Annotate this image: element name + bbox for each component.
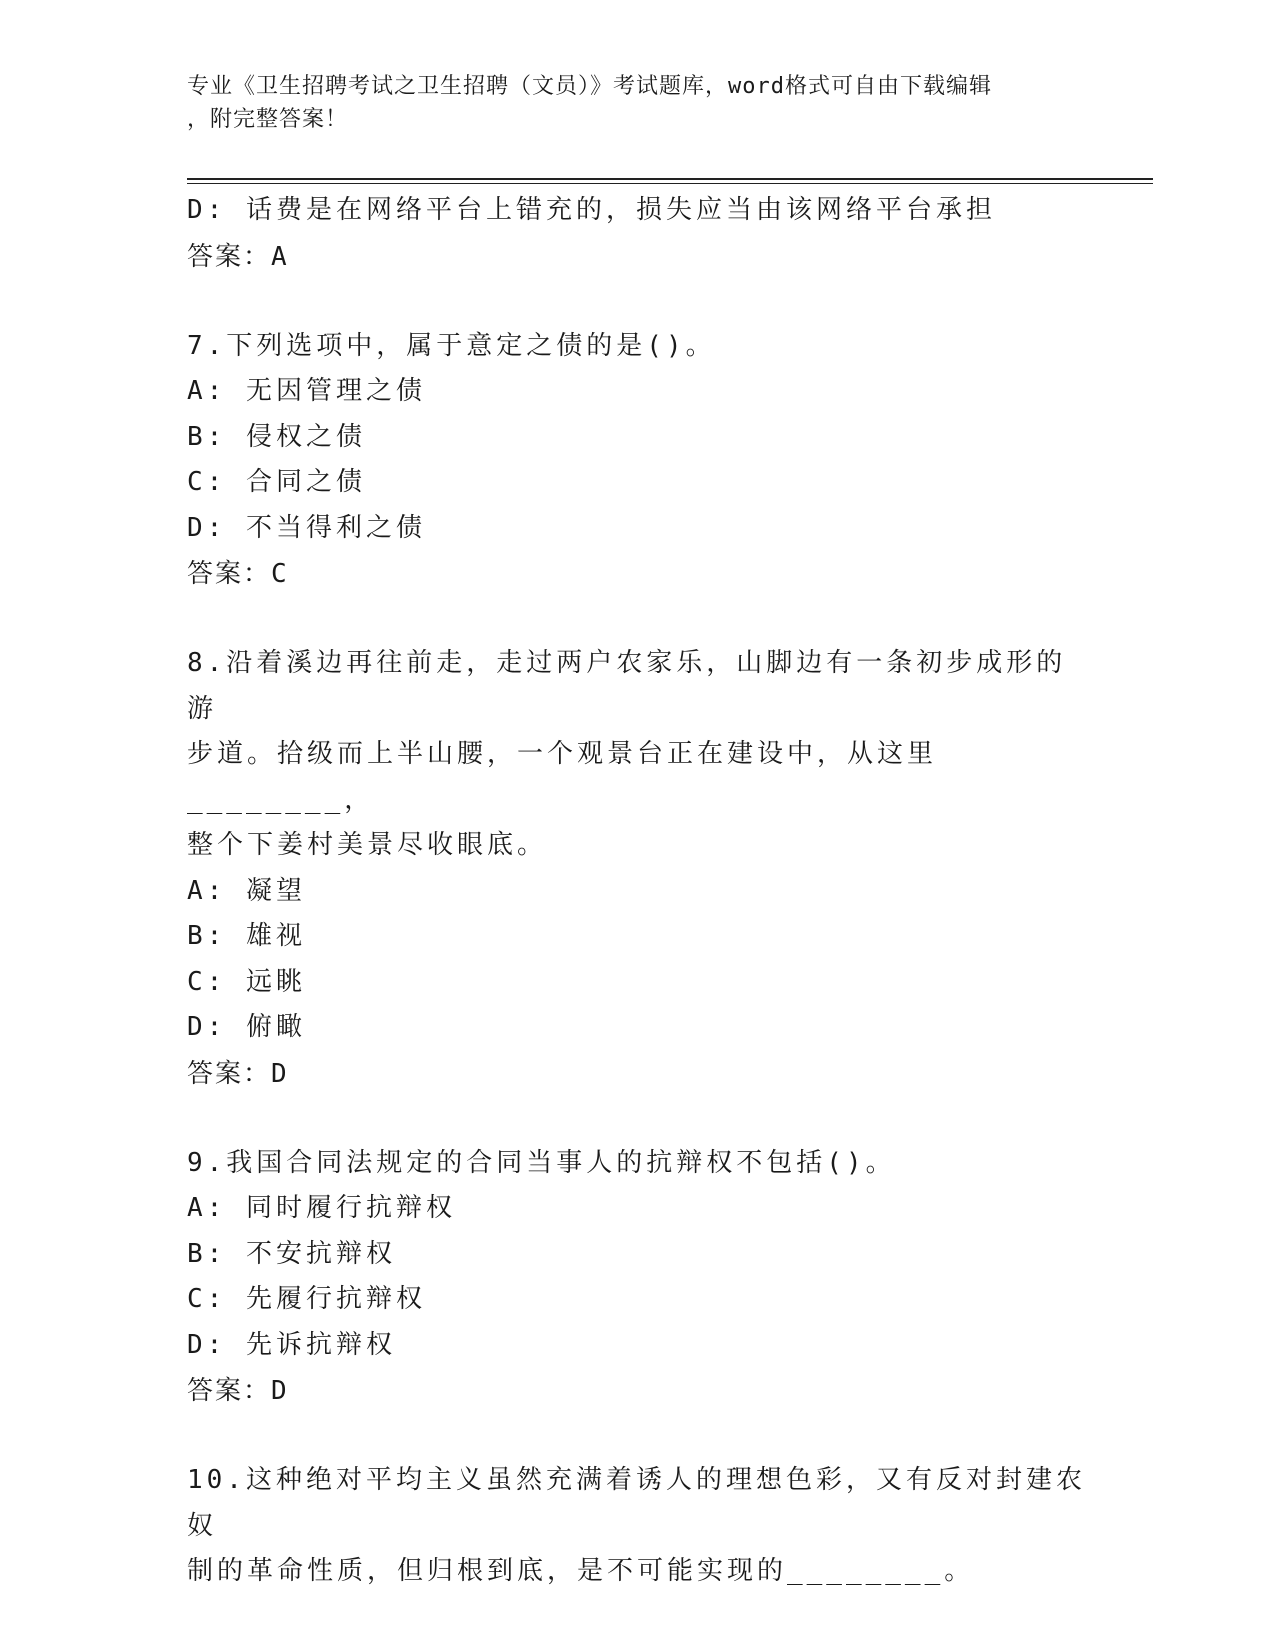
question-7-option-b: B: 侵权之债: [187, 421, 366, 452]
question-10: [187, 1458, 1087, 1595]
question-8-stem-line-3: 整个下姜村美景尽收眼底。: [187, 830, 548, 860]
header-line-2: ，附完整答案！: [187, 107, 349, 132]
question-8-answer: 答案：D: [187, 1058, 287, 1089]
question-7-option-d: D: 不当得利之债: [187, 512, 426, 543]
question-8-option-c: C: 远眺: [187, 966, 306, 997]
question-10-stem-line-2: 制的革命性质，但归根到底，是不可能实现的________。: [187, 1556, 975, 1586]
prev-answer: 答案：A: [187, 241, 287, 272]
question-7-stem-line-1: 7.下列选项中，属于意定之债的是()。: [187, 330, 716, 361]
question-8-option-a: A: 凝望: [187, 875, 306, 906]
document-header: [187, 70, 1067, 136]
question-9: [187, 1141, 1087, 1415]
header-line-1: 专业《卫生招聘考试之卫生招聘（文员）》考试题库，word格式可自由下载编辑: [187, 74, 992, 99]
question-9-option-b: B: 不安抗辩权: [187, 1238, 396, 1269]
question-10-stem-line-1: 10.这种绝对平均主义虽然充满着诱人的理想色彩，又有反对封建农奴: [187, 1465, 1086, 1541]
question-7-option-c: C: 合同之债: [187, 467, 366, 497]
question-9-answer: 答案：D: [187, 1376, 287, 1406]
header-rule-thin: [187, 183, 1153, 184]
question-list: [187, 188, 1087, 1595]
question-8: [187, 641, 1087, 1097]
header-rule-thick: [187, 178, 1153, 180]
question-8-stem-line-2: 步道。拾级而上半山腰，一个观景台正在建设中，从这里________，: [187, 739, 938, 815]
question-9-option-d: D: 先诉抗辩权: [187, 1329, 396, 1360]
question-7-answer: 答案：C: [187, 559, 287, 589]
question-7-option-a: A: 无因管理之债: [187, 376, 426, 406]
question-8-stem-line-1: 8.沿着溪边再往前走，走过两户农家乐，山脚边有一条初步成形的游: [187, 648, 1067, 724]
question-9-option-a: A: 同时履行抗辩权: [187, 1193, 456, 1223]
question-9-option-c: C: 先履行抗辩权: [187, 1284, 426, 1314]
question-7: [187, 324, 1087, 598]
question-8-option-b: B: 雄视: [187, 921, 306, 951]
prev-option-d: D: 话费是在网络平台上错充的，损失应当由该网络平台承担: [187, 195, 996, 225]
question-8-option-d: D: 俯瞰: [187, 1012, 306, 1042]
question-9-stem-line-1: 9.我国合同法规定的合同当事人的抗辩权不包括()。: [187, 1147, 896, 1178]
